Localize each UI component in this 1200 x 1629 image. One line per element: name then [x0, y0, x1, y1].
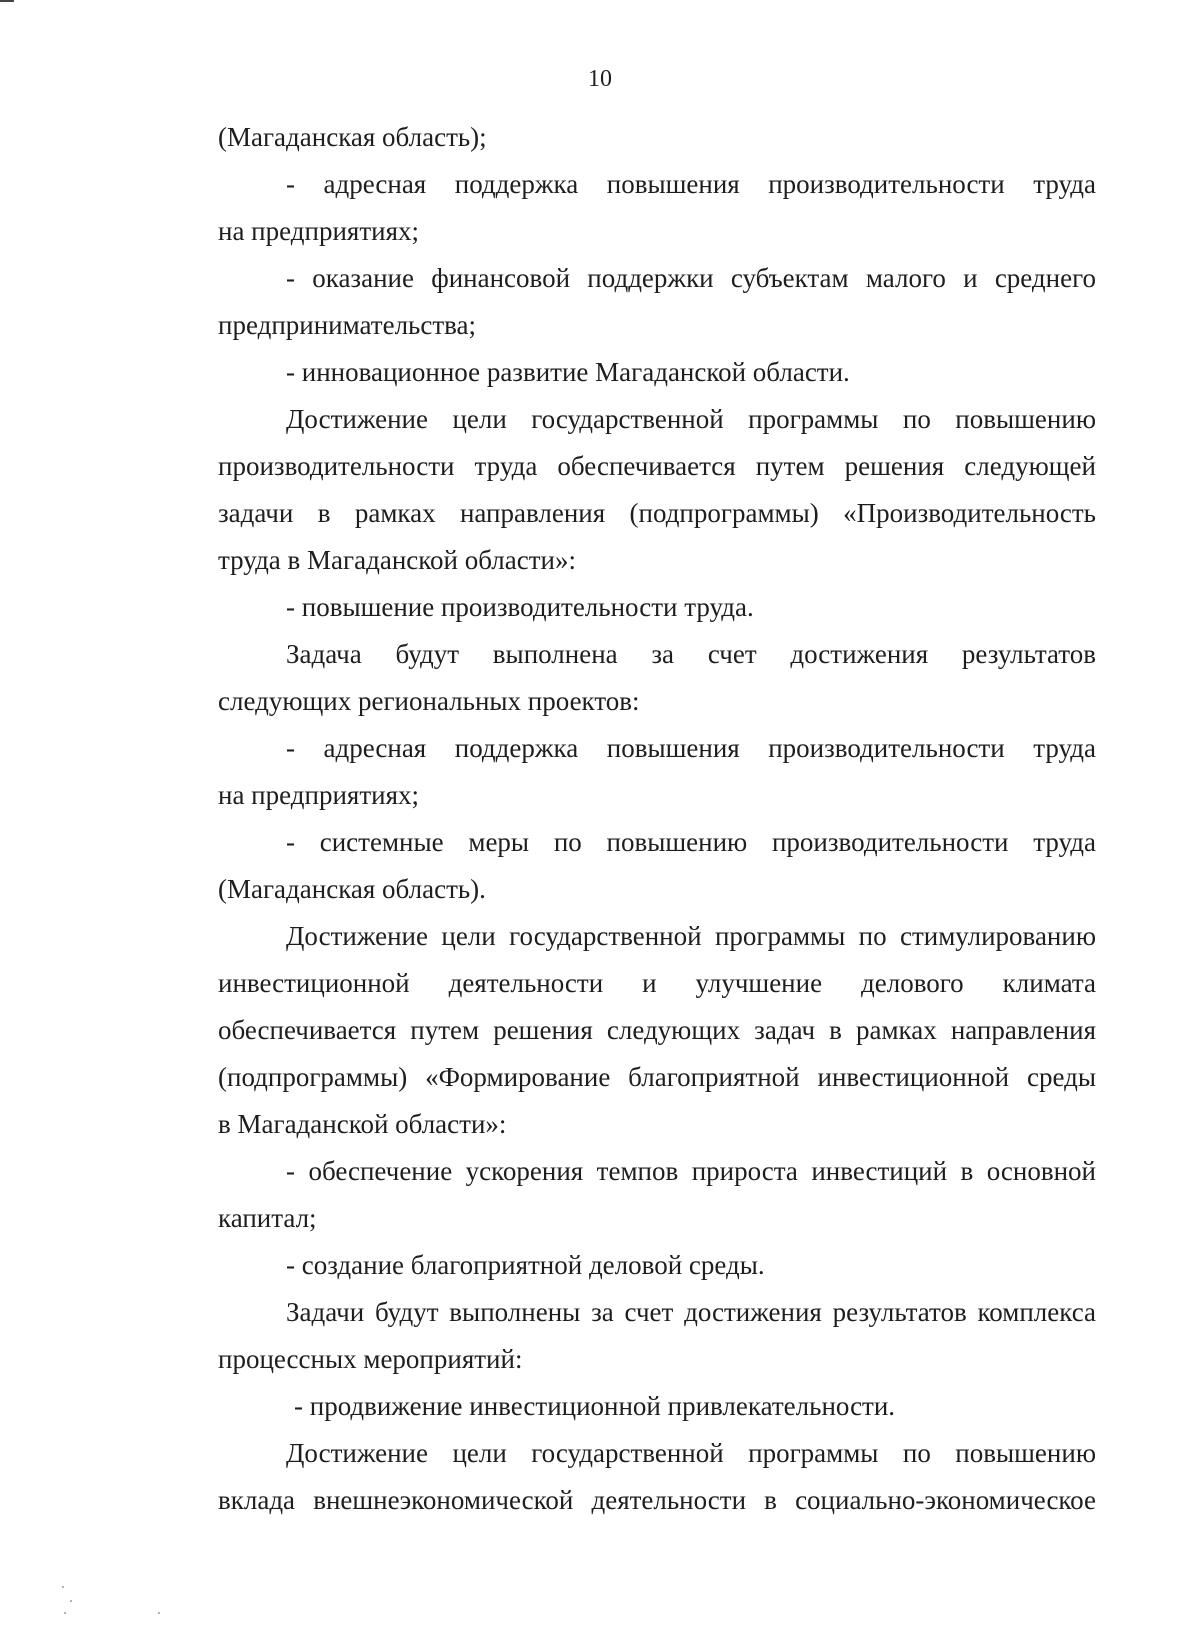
text-line: производительности труда обеспечивается путем решения следующей: [218, 451, 1096, 481]
text-line: - оказание финансовой поддержки субъектам малого и среднего: [286, 263, 1096, 293]
text-line: - адресная поддержка повышения производительности труда: [286, 169, 1096, 199]
text-line: капитал;: [218, 1203, 317, 1233]
text-line: на предприятиях;: [218, 216, 419, 246]
scan-speck: [158, 1612, 160, 1614]
text-line: обеспечивается путем решения следующих задач в рамках направления: [218, 1015, 1096, 1045]
text-line: инвестиционной деятельности и улучшение делового климата: [218, 968, 1096, 998]
page-number: 10: [588, 66, 612, 92]
text-line: - создание благоприятной деловой среды.: [286, 1250, 765, 1280]
scan-speck: [70, 1600, 72, 1602]
text-line: задачи в рамках направления (подпрограммы) «Производительность: [218, 498, 1096, 528]
text-line: труда в Магаданской области»:: [218, 545, 576, 575]
text-line: Задачи будут выполнены за счет достижения результатов комплекса: [286, 1297, 1096, 1327]
scan-speck: [64, 1612, 66, 1614]
text-line: - адресная поддержка повышения производительности труда: [286, 733, 1096, 763]
text-line: (Магаданская область).: [218, 874, 486, 904]
scan-speck: [62, 1586, 64, 1588]
text-line: Достижение цели государственной программы по стимулированию: [286, 921, 1096, 951]
text-line: (Магаданская область);: [218, 122, 487, 152]
text-line: - инновационное развитие Магаданской области.: [286, 357, 850, 387]
text-line: Задача будут выполнена за счет достижения результатов: [286, 639, 1096, 669]
text-line: Достижение цели государственной программы по повышению: [286, 404, 1096, 434]
text-line: предпринимательства;: [218, 310, 477, 340]
text-line: Достижение цели государственной программы по повышению: [286, 1438, 1096, 1468]
document-body: [218, 114, 1096, 1524]
text-line: - продвижение инвестиционной привлекательности.: [294, 1391, 896, 1421]
text-line: вклада внешнеэкономической деятельности в социально-экономическое: [218, 1485, 1096, 1515]
text-line: - обеспечение ускорения темпов прироста инвестиций в основной: [286, 1156, 1096, 1186]
text-line: процессных мероприятий:: [218, 1344, 523, 1374]
text-line: на предприятиях;: [218, 780, 419, 810]
text-line: - повышение производительности труда.: [286, 592, 754, 622]
text-line: следующих региональных проектов:: [218, 686, 640, 716]
scan-corner-mark: [0, 0, 14, 2]
text-line: - системные меры по повышению производительности труда: [286, 827, 1096, 857]
text-line: (подпрограммы) «Формирование благоприятной инвестиционной среды: [218, 1062, 1096, 1092]
text-line: в Магаданской области»:: [218, 1109, 507, 1139]
